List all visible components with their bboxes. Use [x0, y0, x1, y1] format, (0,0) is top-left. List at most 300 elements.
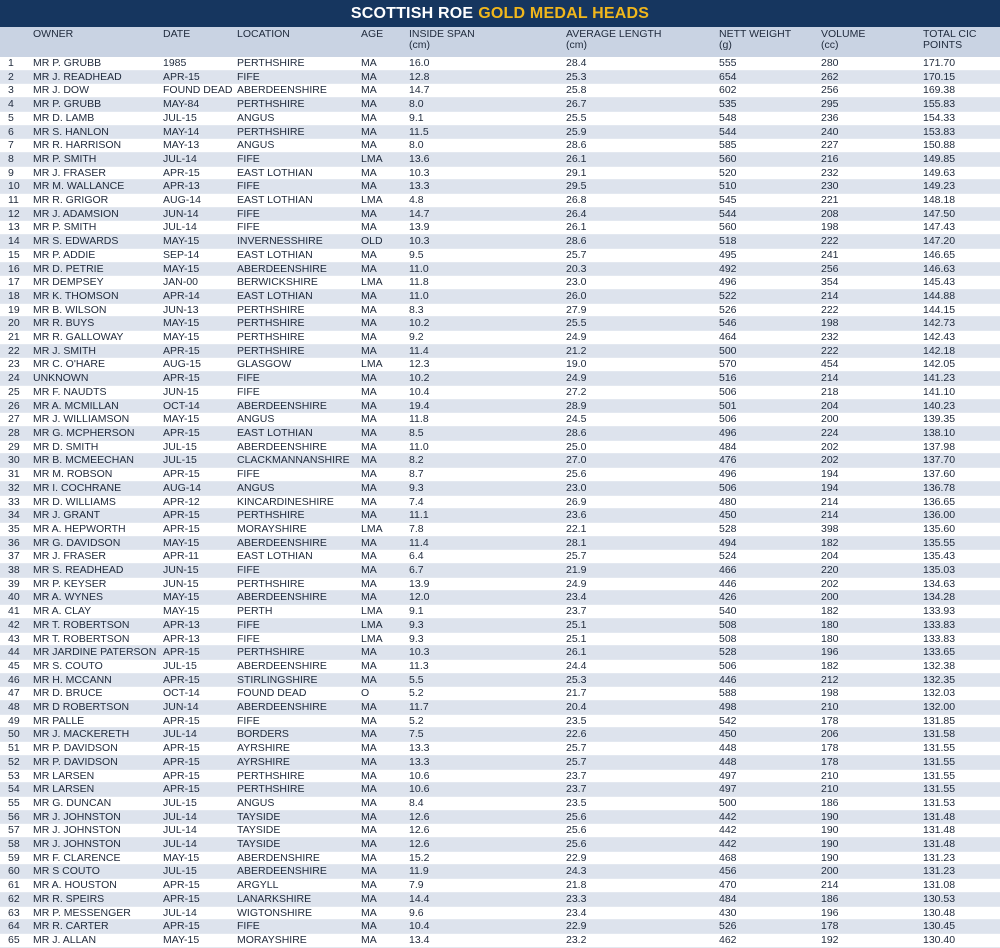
- cell-age: MA: [361, 879, 409, 893]
- cell-rank: 12: [0, 207, 33, 221]
- table-row: [0, 331, 1000, 345]
- cell-date: APR-15: [163, 522, 237, 536]
- cell-rank: 64: [0, 920, 33, 934]
- cell-total-cic-points: 135.55: [923, 536, 1000, 550]
- cell-rank: 2: [0, 70, 33, 84]
- cell-owner: MR P. GRUBB: [33, 98, 163, 112]
- cell-location: MORAYSHIRE: [237, 934, 361, 948]
- cell-date: JUN-13: [163, 303, 237, 317]
- cell-nett-weight: 446: [719, 577, 821, 591]
- cell-owner: MR J. ADAMSION: [33, 207, 163, 221]
- cell-date: MAY-13: [163, 139, 237, 153]
- cell-date: JUL-14: [163, 728, 237, 742]
- cell-nett-weight: 500: [719, 344, 821, 358]
- cell-inside-span: 12.6: [409, 810, 566, 824]
- cell-location: ABERDEENSHIRE: [237, 536, 361, 550]
- cell-inside-span: 10.2: [409, 372, 566, 386]
- cell-inside-span: 14.4: [409, 892, 566, 906]
- cell-owner: MR J. JOHNSTON: [33, 824, 163, 838]
- cell-owner: MR P. KEYSER: [33, 577, 163, 591]
- cell-total-cic-points: 145.43: [923, 276, 1000, 290]
- cell-owner: MR J. READHEAD: [33, 70, 163, 84]
- table-row: [0, 84, 1000, 98]
- cell-age: MA: [361, 673, 409, 687]
- col-header-total-cic-points: TOTAL CIC POINTS: [923, 28, 977, 51]
- cell-owner: MR S. READHEAD: [33, 564, 163, 578]
- cell-inside-span: 10.3: [409, 235, 566, 249]
- cell-average-length: 25.5: [566, 111, 719, 125]
- cell-volume: 222: [821, 303, 923, 317]
- cell-age: MA: [361, 865, 409, 879]
- cell-total-cic-points: 131.55: [923, 769, 1000, 783]
- cell-rank: 52: [0, 755, 33, 769]
- cell-volume: 182: [821, 659, 923, 673]
- cell-owner: MR P. DAVIDSON: [33, 755, 163, 769]
- cell-age: MA: [361, 111, 409, 125]
- cell-total-cic-points: 140.23: [923, 399, 1000, 413]
- cell-average-length: 26.4: [566, 207, 719, 221]
- table-row: [0, 920, 1000, 934]
- cell-owner: MR R. SPEIRS: [33, 892, 163, 906]
- cell-date: APR-15: [163, 344, 237, 358]
- cell-average-length: 21.2: [566, 344, 719, 358]
- cell-rank: 24: [0, 372, 33, 386]
- cell-volume: 221: [821, 194, 923, 208]
- cell-owner: MR JARDINE PATERSON: [33, 646, 163, 660]
- cell-volume: 186: [821, 892, 923, 906]
- cell-average-length: 29.1: [566, 166, 719, 180]
- cell-location: FIFE: [237, 372, 361, 386]
- cell-nett-weight: 466: [719, 564, 821, 578]
- cell-age: LMA: [361, 152, 409, 166]
- cell-owner: MR C. O'HARE: [33, 358, 163, 372]
- cell-age: MA: [361, 303, 409, 317]
- cell-date: APR-11: [163, 550, 237, 564]
- cell-age: MA: [361, 399, 409, 413]
- cell-rank: 28: [0, 426, 33, 440]
- cell-inside-span: 8.7: [409, 468, 566, 482]
- col-header-location: LOCATION: [237, 28, 290, 40]
- cell-average-length: 25.1: [566, 618, 719, 632]
- cell-total-cic-points: 147.20: [923, 235, 1000, 249]
- cell-volume: 454: [821, 358, 923, 372]
- cell-total-cic-points: 142.73: [923, 317, 1000, 331]
- title-accent-text: GOLD MEDAL HEADS: [478, 4, 650, 22]
- cell-age: MA: [361, 139, 409, 153]
- cell-total-cic-points: 131.55: [923, 783, 1000, 797]
- cell-owner: MR J. FRASER: [33, 550, 163, 564]
- cell-owner: MR R. CARTER: [33, 920, 163, 934]
- table-row: [0, 934, 1000, 948]
- cell-inside-span: 11.8: [409, 413, 566, 427]
- cell-rank: 21: [0, 331, 33, 345]
- cell-nett-weight: 450: [719, 728, 821, 742]
- cell-date: JUL-15: [163, 659, 237, 673]
- cell-date: JUL-15: [163, 796, 237, 810]
- table-row: [0, 399, 1000, 413]
- cell-age: MA: [361, 550, 409, 564]
- cell-inside-span: 6.7: [409, 564, 566, 578]
- cell-rank: 57: [0, 824, 33, 838]
- cell-rank: 48: [0, 701, 33, 715]
- cell-inside-span: 10.3: [409, 166, 566, 180]
- cell-volume: 180: [821, 618, 923, 632]
- table-row: [0, 824, 1000, 838]
- cell-location: GLASGOW: [237, 358, 361, 372]
- table-row: [0, 358, 1000, 372]
- cell-average-length: 25.7: [566, 248, 719, 262]
- cell-date: OCT-14: [163, 399, 237, 413]
- table-row: [0, 755, 1000, 769]
- cell-nett-weight: 470: [719, 879, 821, 893]
- cell-volume: 202: [821, 440, 923, 454]
- cell-age: MA: [361, 468, 409, 482]
- cell-nett-weight: 462: [719, 934, 821, 948]
- cell-rank: 50: [0, 728, 33, 742]
- cell-date: AUG-15: [163, 358, 237, 372]
- cell-age: MA: [361, 207, 409, 221]
- cell-age: MA: [361, 317, 409, 331]
- cell-nett-weight: 501: [719, 399, 821, 413]
- cell-average-length: 26.7: [566, 98, 719, 112]
- cell-inside-span: 13.4: [409, 934, 566, 948]
- table-row: [0, 673, 1000, 687]
- cell-inside-span: 5.2: [409, 714, 566, 728]
- cell-rank: 51: [0, 742, 33, 756]
- table-row: [0, 468, 1000, 482]
- cell-location: PERTHSHIRE: [237, 577, 361, 591]
- cell-inside-span: 19.4: [409, 399, 566, 413]
- cell-rank: 29: [0, 440, 33, 454]
- cell-total-cic-points: 135.43: [923, 550, 1000, 564]
- cell-location: KINCARDINESHIRE: [237, 495, 361, 509]
- cell-average-length: 25.9: [566, 125, 719, 139]
- cell-total-cic-points: 139.35: [923, 413, 1000, 427]
- cell-average-length: 25.6: [566, 824, 719, 838]
- cell-volume: 262: [821, 70, 923, 84]
- cell-age: MA: [361, 796, 409, 810]
- cell-rank: 18: [0, 289, 33, 303]
- cell-nett-weight: 508: [719, 632, 821, 646]
- table-row: [0, 659, 1000, 673]
- cell-volume: 214: [821, 879, 923, 893]
- table-row: [0, 454, 1000, 468]
- cell-age: MA: [361, 125, 409, 139]
- table-row: [0, 344, 1000, 358]
- cell-inside-span: 11.0: [409, 289, 566, 303]
- cell-owner: MR S. EDWARDS: [33, 235, 163, 249]
- cell-volume: 202: [821, 454, 923, 468]
- cell-nett-weight: 496: [719, 426, 821, 440]
- cell-rank: 45: [0, 659, 33, 673]
- cell-rank: 20: [0, 317, 33, 331]
- cell-average-length: 22.9: [566, 851, 719, 865]
- cell-average-length: 23.2: [566, 934, 719, 948]
- cell-owner: MR P. SMITH: [33, 152, 163, 166]
- cell-volume: 190: [821, 838, 923, 852]
- cell-total-cic-points: 135.60: [923, 522, 1000, 536]
- cell-total-cic-points: 131.48: [923, 838, 1000, 852]
- cell-volume: 206: [821, 728, 923, 742]
- cell-volume: 178: [821, 742, 923, 756]
- cell-location: EAST LOTHIAN: [237, 248, 361, 262]
- cell-owner: MR J. ALLAN: [33, 934, 163, 948]
- table-row: [0, 413, 1000, 427]
- cell-inside-span: 12.0: [409, 591, 566, 605]
- cell-nett-weight: 535: [719, 98, 821, 112]
- cell-owner: MR R. GALLOWAY: [33, 331, 163, 345]
- cell-date: JAN-00: [163, 276, 237, 290]
- cell-inside-span: 9.3: [409, 618, 566, 632]
- cell-location: EAST LOTHIAN: [237, 289, 361, 303]
- cell-location: AYRSHIRE: [237, 755, 361, 769]
- cell-age: MA: [361, 509, 409, 523]
- cell-owner: MR A. HEPWORTH: [33, 522, 163, 536]
- cell-inside-span: 10.3: [409, 646, 566, 660]
- cell-date: MAY-15: [163, 591, 237, 605]
- cell-owner: MR F. NAUDTS: [33, 385, 163, 399]
- cell-date: JUL-14: [163, 838, 237, 852]
- cell-rank: 49: [0, 714, 33, 728]
- cell-owner: MR F. CLARENCE: [33, 851, 163, 865]
- cell-date: MAY-15: [163, 934, 237, 948]
- cell-volume: 240: [821, 125, 923, 139]
- cell-inside-span: 16.0: [409, 57, 566, 70]
- cell-rank: 27: [0, 413, 33, 427]
- cell-location: EAST LOTHIAN: [237, 166, 361, 180]
- table-row: [0, 111, 1000, 125]
- table-row: [0, 440, 1000, 454]
- cell-age: MA: [361, 742, 409, 756]
- table-row: [0, 481, 1000, 495]
- cell-volume: 200: [821, 865, 923, 879]
- cell-volume: 182: [821, 536, 923, 550]
- cell-nett-weight: 426: [719, 591, 821, 605]
- cell-total-cic-points: 130.40: [923, 934, 1000, 948]
- cell-nett-weight: 484: [719, 892, 821, 906]
- cell-total-cic-points: 131.23: [923, 865, 1000, 879]
- cell-rank: 36: [0, 536, 33, 550]
- cell-nett-weight: 448: [719, 742, 821, 756]
- cell-age: MA: [361, 262, 409, 276]
- cell-total-cic-points: 133.93: [923, 605, 1000, 619]
- table-row: [0, 838, 1000, 852]
- cell-total-cic-points: 142.05: [923, 358, 1000, 372]
- cell-rank: 17: [0, 276, 33, 290]
- cell-inside-span: 9.5: [409, 248, 566, 262]
- cell-total-cic-points: 131.08: [923, 879, 1000, 893]
- cell-nett-weight: 585: [719, 139, 821, 153]
- cell-average-length: 25.6: [566, 468, 719, 482]
- cell-total-cic-points: 153.83: [923, 125, 1000, 139]
- cell-total-cic-points: 141.10: [923, 385, 1000, 399]
- cell-average-length: 23.7: [566, 769, 719, 783]
- table-row: [0, 426, 1000, 440]
- cell-volume: 232: [821, 331, 923, 345]
- cell-total-cic-points: 146.65: [923, 248, 1000, 262]
- cell-owner: MR P. SMITH: [33, 221, 163, 235]
- cell-location: FIFE: [237, 152, 361, 166]
- table-row: [0, 783, 1000, 797]
- cell-age: MA: [361, 851, 409, 865]
- cell-nett-weight: 468: [719, 851, 821, 865]
- cell-owner: MR K. THOMSON: [33, 289, 163, 303]
- cell-rank: 13: [0, 221, 33, 235]
- cell-rank: 7: [0, 139, 33, 153]
- cell-average-length: 22.9: [566, 920, 719, 934]
- table-row: [0, 98, 1000, 112]
- cell-volume: 210: [821, 701, 923, 715]
- cell-age: LMA: [361, 522, 409, 536]
- cell-owner: MR D ROBERTSON: [33, 701, 163, 715]
- cell-total-cic-points: 136.78: [923, 481, 1000, 495]
- table-row: [0, 207, 1000, 221]
- cell-location: TAYSIDE: [237, 838, 361, 852]
- cell-owner: MR M. WALLANCE: [33, 180, 163, 194]
- cell-location: FIFE: [237, 714, 361, 728]
- cell-age: MA: [361, 98, 409, 112]
- cell-rank: 47: [0, 687, 33, 701]
- cell-rank: 19: [0, 303, 33, 317]
- cell-location: ABERDEENSHIRE: [237, 659, 361, 673]
- cell-location: ABERDEENSHIRE: [237, 701, 361, 715]
- cell-nett-weight: 544: [719, 125, 821, 139]
- cell-age: MA: [361, 248, 409, 262]
- cell-total-cic-points: 131.55: [923, 755, 1000, 769]
- cell-volume: 280: [821, 57, 923, 70]
- cell-rank: 26: [0, 399, 33, 413]
- cell-average-length: 28.6: [566, 426, 719, 440]
- cell-nett-weight: 526: [719, 920, 821, 934]
- cell-age: MA: [361, 564, 409, 578]
- cell-volume: 230: [821, 180, 923, 194]
- cell-total-cic-points: 154.33: [923, 111, 1000, 125]
- cell-date: JUN-15: [163, 385, 237, 399]
- cell-rank: 5: [0, 111, 33, 125]
- cell-date: MAY-15: [163, 413, 237, 427]
- cell-location: TAYSIDE: [237, 824, 361, 838]
- col-header-inside-span: INSIDE SPAN (cm): [409, 28, 475, 51]
- cell-location: EAST LOTHIAN: [237, 550, 361, 564]
- cell-nett-weight: 448: [719, 755, 821, 769]
- cell-age: MA: [361, 769, 409, 783]
- table-row: [0, 180, 1000, 194]
- cell-rank: 55: [0, 796, 33, 810]
- table-row: [0, 892, 1000, 906]
- cell-rank: 34: [0, 509, 33, 523]
- cell-age: MA: [361, 344, 409, 358]
- cell-location: FIFE: [237, 564, 361, 578]
- cell-nett-weight: 524: [719, 550, 821, 564]
- cell-total-cic-points: 132.35: [923, 673, 1000, 687]
- cell-volume: 198: [821, 317, 923, 331]
- cell-total-cic-points: 142.18: [923, 344, 1000, 358]
- cell-location: FIFE: [237, 207, 361, 221]
- cell-volume: 398: [821, 522, 923, 536]
- table-row: [0, 262, 1000, 276]
- cell-average-length: 24.9: [566, 372, 719, 386]
- table-row: [0, 879, 1000, 893]
- cell-location: ABERDEENSHIRE: [237, 865, 361, 879]
- cell-average-length: 22.6: [566, 728, 719, 742]
- cell-total-cic-points: 142.43: [923, 331, 1000, 345]
- cell-volume: 354: [821, 276, 923, 290]
- table-row: [0, 536, 1000, 550]
- cell-location: EAST LOTHIAN: [237, 426, 361, 440]
- cell-inside-span: 15.2: [409, 851, 566, 865]
- cell-total-cic-points: 170.15: [923, 70, 1000, 84]
- cell-average-length: 24.9: [566, 577, 719, 591]
- cell-volume: 214: [821, 495, 923, 509]
- cell-date: JUN-15: [163, 577, 237, 591]
- cell-inside-span: 12.8: [409, 70, 566, 84]
- cell-average-length: 25.7: [566, 550, 719, 564]
- cell-average-length: 24.3: [566, 865, 719, 879]
- cell-date: AUG-14: [163, 481, 237, 495]
- cell-age: LMA: [361, 618, 409, 632]
- cell-average-length: 28.1: [566, 536, 719, 550]
- cell-nett-weight: 506: [719, 659, 821, 673]
- cell-location: FIFE: [237, 920, 361, 934]
- cell-nett-weight: 506: [719, 413, 821, 427]
- cell-total-cic-points: 131.85: [923, 714, 1000, 728]
- cell-nett-weight: 518: [719, 235, 821, 249]
- cell-average-length: 26.0: [566, 289, 719, 303]
- cell-rank: 37: [0, 550, 33, 564]
- cell-volume: 222: [821, 235, 923, 249]
- cell-rank: 60: [0, 865, 33, 879]
- cell-volume: 224: [821, 426, 923, 440]
- cell-volume: 204: [821, 399, 923, 413]
- cell-inside-span: 7.9: [409, 879, 566, 893]
- cell-location: TAYSIDE: [237, 810, 361, 824]
- cell-nett-weight: 497: [719, 783, 821, 797]
- table-row: [0, 646, 1000, 660]
- cell-owner: MR PALLE: [33, 714, 163, 728]
- cell-date: APR-13: [163, 618, 237, 632]
- table-row: [0, 166, 1000, 180]
- cell-date: MAY-15: [163, 262, 237, 276]
- cell-average-length: 21.7: [566, 687, 719, 701]
- cell-age: MA: [361, 180, 409, 194]
- cell-age: MA: [361, 84, 409, 98]
- cell-location: FOUND DEAD: [237, 687, 361, 701]
- cell-average-length: 25.5: [566, 317, 719, 331]
- cell-age: MA: [361, 440, 409, 454]
- cell-rank: 35: [0, 522, 33, 536]
- cell-rank: 15: [0, 248, 33, 262]
- cell-owner: MR J. SMITH: [33, 344, 163, 358]
- cell-total-cic-points: 150.88: [923, 139, 1000, 153]
- cell-volume: 214: [821, 289, 923, 303]
- cell-total-cic-points: 141.23: [923, 372, 1000, 386]
- table-row: [0, 564, 1000, 578]
- table-row: [0, 317, 1000, 331]
- cell-date: APR-13: [163, 632, 237, 646]
- cell-age: MA: [361, 70, 409, 84]
- cell-total-cic-points: 137.70: [923, 454, 1000, 468]
- cell-inside-span: 8.5: [409, 426, 566, 440]
- cell-inside-span: 11.7: [409, 701, 566, 715]
- cell-inside-span: 9.1: [409, 605, 566, 619]
- cell-total-cic-points: 132.00: [923, 701, 1000, 715]
- cell-location: ABERDEENSHIRE: [237, 84, 361, 98]
- cell-rank: 1: [0, 57, 33, 70]
- cell-volume: 182: [821, 605, 923, 619]
- cell-inside-span: 10.6: [409, 783, 566, 797]
- cell-location: CLACKMANNANSHIRE: [237, 454, 361, 468]
- cell-rank: 25: [0, 385, 33, 399]
